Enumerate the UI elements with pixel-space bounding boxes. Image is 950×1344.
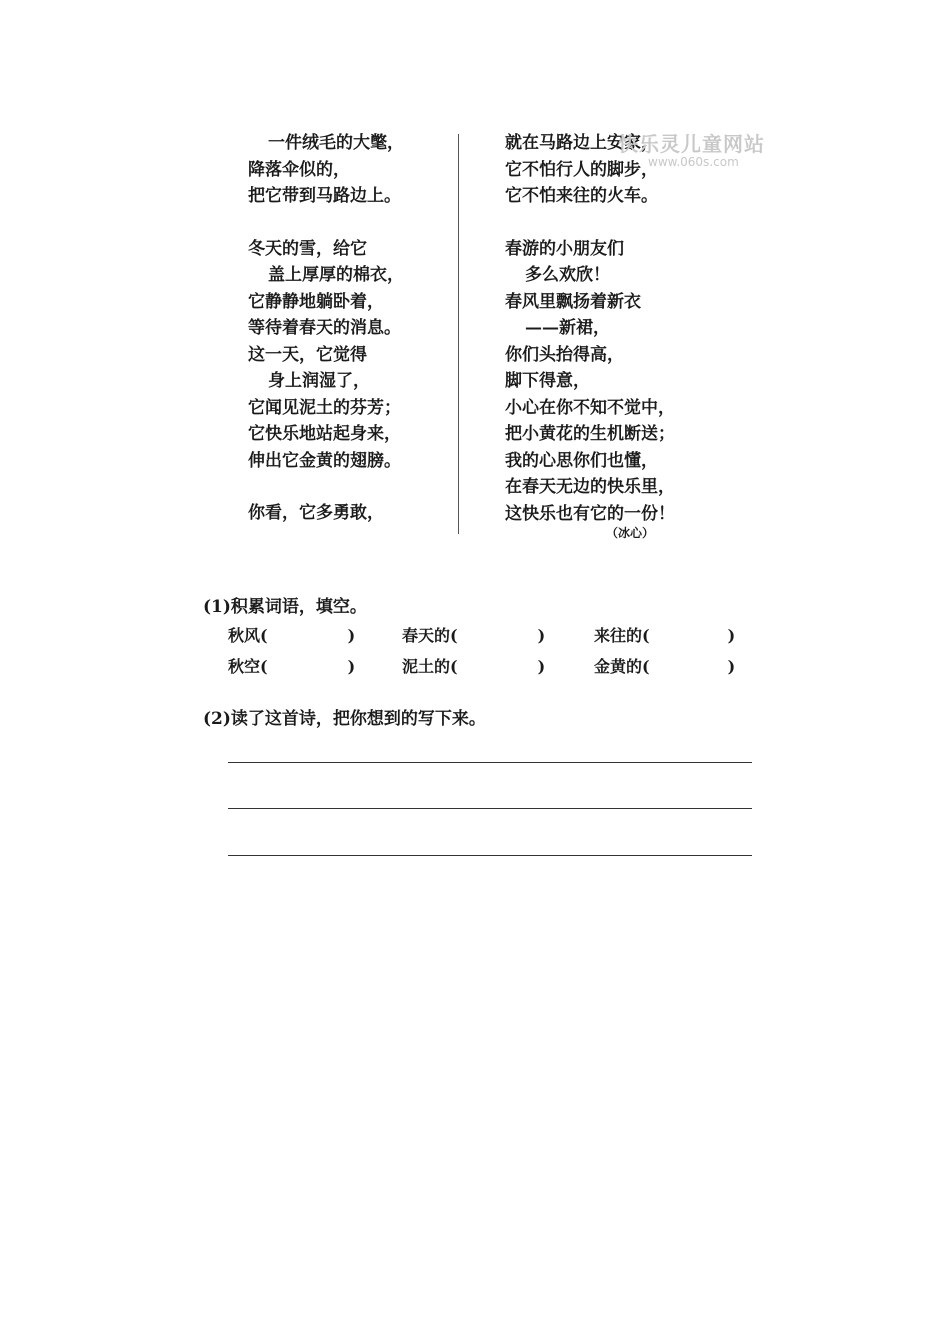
fill-blank-close: ) xyxy=(347,626,356,645)
poem-line: 等待着春天的消息。 xyxy=(248,318,401,338)
question-2-label: (2)读了这首诗，把你想到的写下来。 xyxy=(203,709,486,729)
poem-line: 春游的小朋友们 xyxy=(505,238,624,259)
poem-line: 你看，它多勇敢， xyxy=(248,503,384,523)
poem-line: 脚下得意， xyxy=(505,371,590,391)
fill-blank-prompt: 金黄的( xyxy=(594,657,650,676)
fill-blank-close: ) xyxy=(537,657,546,676)
poem-line: 多么欢欣！ xyxy=(525,265,610,285)
fill-blank-prompt: 秋风( xyxy=(228,626,268,645)
poem-line: 冬天的雪，给它 xyxy=(248,238,367,259)
poem-line: 降落伞似的， xyxy=(248,159,350,180)
fill-blank-prompt: 来往的( xyxy=(594,626,650,645)
poem-line: 我的心思你们也懂， xyxy=(505,450,658,471)
poem-right-column xyxy=(505,130,725,527)
poem-line: 它不怕来往的火车。 xyxy=(505,186,658,206)
fill-blank-item[interactable] xyxy=(402,654,545,677)
poem-author: （冰心） xyxy=(606,526,655,540)
poem-line: 把它带到马路边上。 xyxy=(248,186,401,206)
answer-line[interactable] xyxy=(228,808,752,809)
watermark-url: www.060s.com xyxy=(648,155,739,169)
poem-line: 就在马路边上安家， xyxy=(505,133,658,153)
poem-line: 身上润湿了， xyxy=(268,371,370,391)
poem-line: 这快乐也有它的一份！ xyxy=(505,503,675,524)
poem-left-column xyxy=(248,130,448,527)
stanza-gap xyxy=(248,210,448,236)
question-1-label: (1)积累词语，填空。 xyxy=(203,597,367,617)
poem-line: ——新裙， xyxy=(525,318,610,338)
poem-line: 小心在你不知不觉中， xyxy=(505,397,675,418)
poem-line: 盖上厚厚的棉衣， xyxy=(268,265,404,285)
poem-line: 它静静地躺卧着， xyxy=(248,291,384,312)
stanza-gap xyxy=(248,474,448,500)
fill-blank-close: ) xyxy=(727,626,736,645)
poem-line: 春风里飘扬着新衣 xyxy=(505,291,641,312)
poem-line: 伸出它金黄的翅膀。 xyxy=(248,450,401,471)
fill-blank-item[interactable] xyxy=(228,654,355,677)
poem-line: 在春天无边的快乐里， xyxy=(505,477,675,497)
fill-blank-prompt: 秋空( xyxy=(228,657,268,676)
answer-line[interactable] xyxy=(228,762,752,763)
poem-line: 一件绒毛的大氅， xyxy=(268,133,404,153)
fill-blank-close: ) xyxy=(347,657,356,676)
fill-blank-item[interactable] xyxy=(594,654,735,677)
poem-line: 它闻见泥土的芬芳； xyxy=(248,397,401,418)
fill-blank-item[interactable] xyxy=(594,623,735,646)
fill-blank-item[interactable] xyxy=(402,623,545,646)
poem-line: 它不怕行人的脚步， xyxy=(505,159,658,180)
poem-line: 把小黄花的生机断送； xyxy=(505,424,675,444)
poem-line: 你们头抬得高， xyxy=(505,344,624,365)
watermark-name: 快乐灵儿童网站 xyxy=(618,132,765,156)
poem-line: 这一天，它觉得 xyxy=(248,344,367,365)
fill-blank-item[interactable] xyxy=(228,623,355,646)
fill-blank-prompt: 泥土的( xyxy=(402,657,458,676)
fill-blank-prompt: 春天的( xyxy=(402,626,458,645)
poem-line: 它快乐地站起身来， xyxy=(248,424,401,444)
column-divider xyxy=(458,134,459,534)
answer-line[interactable] xyxy=(228,855,752,856)
fill-blank-close: ) xyxy=(537,626,546,645)
stanza-gap xyxy=(505,210,725,236)
fill-blank-close: ) xyxy=(727,657,736,676)
